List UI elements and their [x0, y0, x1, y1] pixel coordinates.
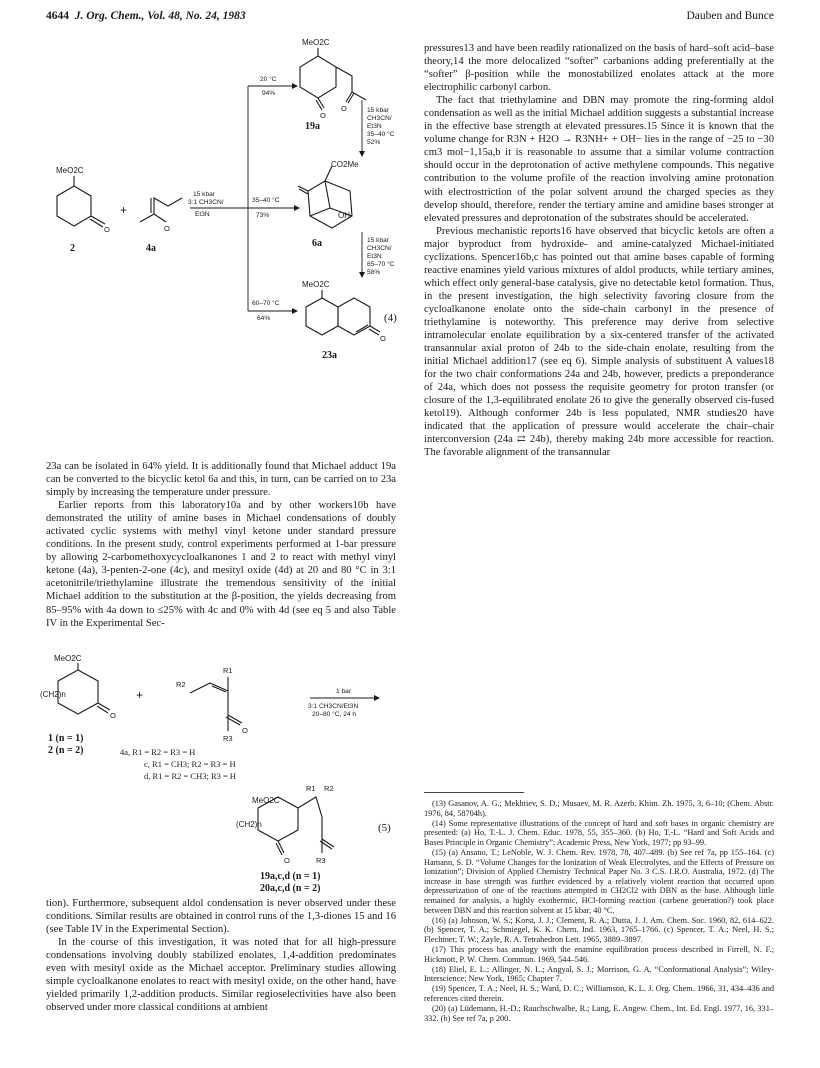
- reaction-scheme-4: [40, 36, 410, 458]
- cond-b-3: Et3N: [367, 253, 382, 260]
- sm-ester-group: MeO2C: [56, 166, 84, 175]
- header-authors: Dauben and Bunce: [686, 10, 774, 22]
- p23a-oxo: O: [380, 334, 386, 343]
- cond-main-line-1: 15 kbar: [193, 191, 215, 198]
- footnote: (20) (a) Lüdemann, H.-D.; Rauchschwalbe, R.; Lang, E. Angew. Chem., Int. Ed. Engl. 1977, 16, 331–332. (b) See ref 7a, p 200.: [424, 1003, 774, 1023]
- label-20acd: 20a,c,d (n = 2): [260, 883, 321, 894]
- p5-ring: (CH2)n: [236, 820, 262, 829]
- cond-6a-yield: 73%: [256, 212, 270, 219]
- structure-19a: [300, 38, 366, 132]
- enone-r2: R2: [176, 680, 186, 689]
- structure-enone: [176, 666, 248, 743]
- p5-r3: R3: [316, 856, 326, 865]
- paragraph: The fact that triethylamine and DBN may promote the ring-forming aldol condensation as well as the initial Michael addition suggests a substantial increase in the effective base strength at elevated pressures.15 Since it is known that the volume change for R3N + H2O → R3NH+ + OH− lies in the range of −25 to −30 cm3 mol−1,15a,b it is reasonable to assume that a similar volume contraction should occur in the deprotonation of active methylene compounds. This negative contribution to the volume profile of the reaction involving amine protonation with electrostriction of the polar solvent around the charged species as they develop should, therefore, render the tertiary amine and amidine bases stronger at elevated pressures and deprotonation of the substrates should be accelerated.: [424, 95, 774, 224]
- footnote: (14) Some representative illustrations of the concept of hard and soft bases in organic chemistry are presented: (a) Ho, T.-L. J. Chem. Educ. 1978, 55, 355–360. (b) Ho, T.-L. “Hard and Soft Acids and Bases Principle in Organic Chemistry”; Academic Press, New York, 1977; pp 93–99.: [424, 818, 774, 847]
- page-number: 4644: [46, 10, 69, 22]
- plus-sign: +: [120, 203, 128, 217]
- equation-number-4: (4): [384, 312, 397, 324]
- sm5-oxo: O: [110, 711, 116, 720]
- p6a-ester: CO2Me: [331, 160, 359, 169]
- cond-main-line-3: Et3N: [195, 211, 210, 218]
- enone-def-4a: 4a, R1 = R2 = R3 = H: [120, 747, 196, 757]
- cond-23a-yield: 64%: [257, 315, 271, 322]
- running-header: [46, 10, 774, 26]
- p6a-hydroxyl: OH: [338, 211, 350, 220]
- p19a-oxo-1: O: [320, 111, 326, 120]
- cond-6a-temp: 35–40 °C: [252, 197, 280, 204]
- paragraph: In the course of this investigation, it was noted that for all high-pressure condensations involving doubly stabilized enolates, 1,4-addition predominates even with mesityl oxide as the Michael acceptor. Preliminary studies allowing simple cycloalkanone enolates to react with mesityl oxide, on the other hand, have yielded primarily 1,2-addition products. Similar regioselectivities have also been observed under more classical conditions at ambient: [46, 937, 396, 1014]
- journal-citation: J. Org. Chem., Vol. 48, No. 24, 1983: [74, 10, 246, 22]
- cond-19a-temp: 20 °C: [260, 76, 277, 83]
- plus-sign-5: +: [136, 688, 144, 702]
- conditions-19a-to-6a: [367, 107, 395, 146]
- equation-number-5: (5): [378, 822, 391, 834]
- p5-oxo: O: [284, 856, 290, 865]
- mvk-oxo: O: [164, 224, 170, 233]
- p5-r2: R2: [324, 784, 334, 793]
- cond5-temp: 20–80 °C, 24 h: [312, 711, 357, 718]
- label-4a: 4a: [146, 243, 156, 254]
- p19a-oxo-2: O: [341, 104, 347, 113]
- cond-a-5: 52%: [367, 139, 381, 146]
- footnote: (16) (a) Johnson, W. S.; Korst, J. J.; Clement, R. A.; Dutta, J. J. Am. Chem. Soc. 1960, 82, 614–622. (b) Spencer, T. A.; Schmiegel, K. K. Chem. Ind. 1963, 1765–1766. (c) Spencer, T. A.; Neel, H. S.; Flechtner, T. W.; Zayle, R. A. Tetrahedron Lett. 1965, 3889–3897.: [424, 915, 774, 944]
- right-column-text: [424, 42, 774, 460]
- cond-b-4: 65–70 °C: [367, 261, 395, 268]
- reaction-scheme-5: [40, 655, 410, 895]
- structure-6a: [298, 160, 359, 249]
- sm5-ring: (CH2)n: [40, 690, 66, 699]
- label-23a: 23a: [322, 350, 337, 361]
- left-column-text-top: [46, 460, 396, 630]
- paragraph: tion). Furthermore, subsequent aldol condensation is never observed under these conditions. Similar results are obtained in control runs of the 1,3-diones 15 and 16 (see Table IV in the Experimental Section).: [46, 898, 396, 936]
- label-19acd: 19a,c,d (n = 1): [260, 871, 321, 882]
- cond-19a-yield: 94%: [262, 90, 276, 97]
- footnotes: [424, 799, 774, 1024]
- label-2: 2: [70, 243, 75, 254]
- cond-a-1: 15 kbar: [367, 107, 389, 114]
- cond5-solvent: 3:1 CH3CN/Et3N: [308, 703, 359, 710]
- cond-b-5: 58%: [367, 269, 381, 276]
- p5-r1: R1: [306, 784, 316, 793]
- conditions-to-23a: [252, 299, 280, 322]
- cond5-pressure: 1 bar: [336, 688, 352, 695]
- footnote: (15) (a) Ansano, T.; LeNoble, W. J. Chem. Rev. 1978, 78, 407–489. (b) See ref 7a, pp 155–164. (c) Hamann, S. D. “Volume Changes for the Ionization of Weak Electrolytes, and the Effects of Pressure on Ionization”; Division of Applied Chemistry Technical Paper No. 3 C.S. I.R.O. Australia, 1972. (d) The increase in base strength was further evidenced by a relatively violent reaction that occurred upon depressurization of one of the reactions attempted in CH2Cl2 with DBN as the base. Although little remained for analysis, a highly exothermic, HCl-forming reaction (carbene generation?) took place between DBN and this reaction solvent at 15 kbar, 40 °C.: [424, 847, 774, 915]
- left-column-text-bottom: [46, 897, 396, 1014]
- enone-oxo: O: [242, 726, 248, 735]
- p19a-ester: MeO2C: [302, 38, 330, 47]
- sm-oxo: O: [104, 225, 110, 234]
- footnote: (19) Spencer, T. A.; Neel, H. S.; Ward, D. C.; Williamson, K. L. J. Org. Chem. 1966, 31, 434–436 and references cited therein.: [424, 984, 774, 1003]
- structure-4a: [140, 198, 182, 254]
- conditions-main: [188, 191, 224, 218]
- sm5-ester: MeO2C: [54, 655, 82, 663]
- p23a-ester: MeO2C: [302, 280, 330, 289]
- label-6a: 6a: [312, 238, 322, 249]
- cond-a-3: Et3N: [367, 123, 382, 130]
- label-1: 1 (n = 1): [48, 733, 84, 744]
- cond-23a-temp: 60–70 °C: [252, 300, 280, 307]
- paragraph: pressures13 and have been readily rationalized on the basis of hard–soft acid–base theory,14 the more delocalized “softer” carbanions adding preferentially at the “softer” β-position while the monostabilized enolates attack at the more electrophilic carbonyl carbon.: [424, 43, 774, 94]
- cond-b-1: 15 kbar: [367, 237, 389, 244]
- conditions-6a-to-23a: [367, 237, 395, 276]
- structure-19-20: [236, 784, 334, 865]
- enone-def-d: d, R1 = R2 = CH3; R3 = H: [144, 771, 237, 781]
- cond-a-4: 35–40 °C: [367, 131, 395, 138]
- footnote-divider: [424, 792, 524, 793]
- cond-b-2: CH3CN/: [367, 245, 392, 252]
- paragraph: 23a can be isolated in 64% yield. It is additionally found that Michael adduct 19a can be converted to the bicyclic ketol 6a and this, in turn, can be carried on to 23a simply by increasing the temperature under pressure.: [46, 461, 396, 499]
- p5-ester: MeO2C: [252, 796, 280, 805]
- structure-1-2: [40, 655, 116, 720]
- footnote: (17) This process has analogy with the enamine equilibration process described in Firrell, N. F.; Hickmott, P. W. Chem. Commun. 1969, 544–546.: [424, 944, 774, 964]
- paragraph: Earlier reports from this laboratory10a and by other workers10b have demonstrated the utility of amine bases in Michael condensations of doubly activated cyclic systems with methyl vinyl ketone under standard pressure conditions. In the present study, control experiments performed at 1-bar pressure by allowing 2-carbomethoxycycloalkanones 1 and 2 to react with methyl vinyl ketone (4a), 3-penten-2-one (4c), and mesityl oxide (4d) at 20 and 80 °C in 3:1 acetonitrile/triethylamine illustrate the tremendous sensitivity of the initial Michael addition to the substitution at the β-position, the yields decreasing from 85–95% with 4a down to ≤25% with 4c and 0% with 4d (see eq 5 and also Table IV in the Experimental Sec-: [46, 500, 396, 629]
- structure-2: [56, 166, 110, 254]
- header-left: [46, 10, 246, 22]
- enone-r3: R3: [223, 734, 233, 743]
- cond-main-line-2: 3:1 CH3CN/: [188, 199, 224, 206]
- footnote: (13) Gasanov, A. G.; Mekhtiev, S. D.; Musaev, M. R. Azerb. Khim. Zh. 1975, 3, 6–10; (Chem. Abstr. 1976, 84, 58704h).: [424, 799, 774, 818]
- cond-a-2: CH3CN/: [367, 115, 392, 122]
- structure-23a: [302, 280, 386, 361]
- label-19a: 19a: [305, 121, 320, 132]
- conditions-to-6a: [252, 196, 280, 219]
- paragraph: Previous mechanistic reports16 have observed that bicyclic ketols are often a major byproduct from hydroxide- and amine-catalyzed Michael-initiated cyclizations. Spencer16b,c has pointed out that amine bases capable of forming reactive enamines yield various mixtures of aldol products, while tertiary amines, which effect only general-base catalysis, give no detectable ketol formation. Thus, in the present investigation, the high selectivity favoring closure from the cycloalkanone enolate onto the side-chain carbonyl in the presence of triethylamine is noteworthy. This preference may derive from selective intramolecular enolate equilibration by a six-centered transfer of the activated transannular axial proton of 24b to the side-chain enolate, resulting from the initial Michael addition17 (see eq 6). Simple analysis of substituent A values18 for the two chair conformations 24a and 24b, however, predicts a preponderance of 24a, which does not possess the requisite geometry for proton transfer (or closure of the 1,3-equilibrated enolate 26 to give the generally observed cis-fused ketol19). Although conformer 24b is less populated, NMR studies20 have indicated that the application of pressure would accelerate the chair–chair interconversion (24a ⇄ 24b), thereby making 24b more accessible for reaction. The favorable alignment of the transannular: [424, 225, 774, 459]
- footnote: (18) Eliel, E. L.; Allinger, N. L.; Angyal, S. J.; Morrison, G. A. “Conformational Analysis”; Wiley-Interscience: New York, 1965; Chapter 7.: [424, 964, 774, 984]
- enone-def-c: c, R1 = CH3; R2 = R3 = H: [144, 759, 236, 769]
- label-2-n2: 2 (n = 2): [48, 745, 84, 756]
- enone-r1: R1: [223, 666, 233, 675]
